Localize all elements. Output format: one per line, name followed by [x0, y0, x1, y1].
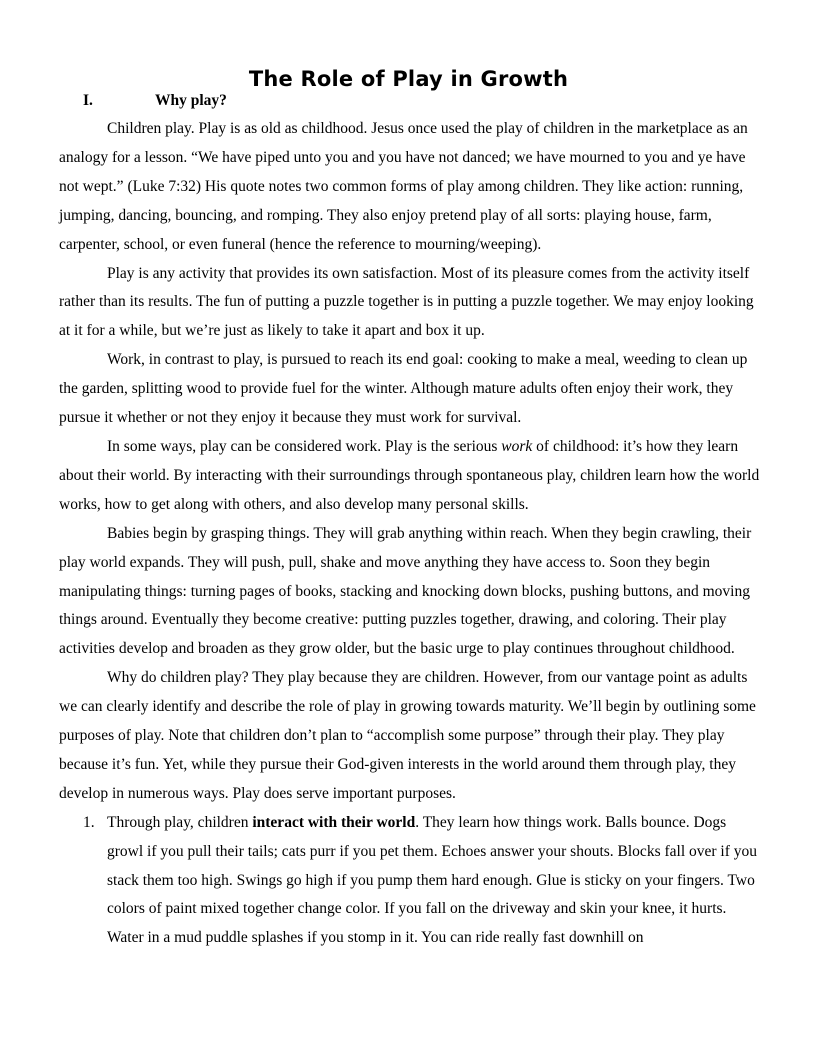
section-heading [83, 91, 227, 111]
section-heading-text: Why play? [155, 92, 227, 109]
section-number: I. [83, 92, 93, 109]
list-item-bold: interact with their world [252, 813, 416, 831]
document-body [59, 115, 761, 953]
list-item [59, 809, 761, 954]
paragraph-5: Babies begin by grasping things. They will grab anything within reach. When they begin crawling, their play world expands. They will push, pull, shake and move anything they have access to. Soon they begin manipulating things: turning pages of books, stacking and knocking down blocks, pushing buttons, and moving things around. Eventually they become creative: putting puzzles together, drawing, and coloring. Their play activities develop and broaden as they grow older, but the basic urge to play continues throughout childhood. [59, 524, 752, 658]
paragraph-6: Why do children play? They play because they are children. However, from our vantage point as adults we can clearly identify and describe the role of play in growing towards maturity. We’ll begin by outlining some purposes of play. Note that children don’t plan to “accomplish some purpose” through their play. They play because it’s fun. Yet, while they pursue their God-given interests in the world around them through play, they develop in numerous ways. Play does serve important purposes. [59, 669, 756, 802]
paragraph-2: Play is any activity that provides its own satisfaction. Most of its pleasure comes from the activity itself rather than its results. The fun of putting a puzzle together is in putting a puzzle together. We may enjoy looking at it for a while, but we’re just as likely to take it apart and box it up. [59, 264, 754, 340]
paragraph-4 [59, 433, 761, 520]
list-item-marker: 1. [83, 813, 95, 831]
purposes-list [59, 809, 761, 954]
paragraph-4-emphasis: work [501, 437, 533, 455]
paragraph-3: Work, in contrast to play, is pursued to reach its end goal: cooking to make a meal, weeding to clean up the garden, splitting wood to provide fuel for the winter. Although mature adults often enjoy their work, they pursue it whether or not they enjoy it because they must work for survival. [59, 351, 748, 427]
page-title: The Role of Play in Growth [248, 67, 569, 91]
paragraph-1: Children play. Play is as old as childhood. Jesus once used the play of children in the marketplace as an analogy for a lesson. “We have piped unto you and you have not danced; we have mourned to you and ye have not wept.” (Luke 7:32) His quote notes two common forms of play among children. They like action: running, jumping, dancing, bouncing, and romping. They also enjoy pretend play of all sorts: playing house, farm, carpenter, school, or even funeral (hence the reference to mourning/weeping). [59, 120, 748, 253]
paragraph-4-before: In some ways, play can be considered work. Play is the serious [107, 437, 502, 455]
list-item-after: . They learn how things work. Balls bounce. Dogs growl if you pull their tails; cats purr if you pet them. Echoes answer your shouts. Blocks fall over if you stack them too high. Swings go high if you pump them hard enough. Glue is sticky on your fingers. Two colors of paint mixed together change color. If you fall on the driveway and skin your knee, it hurts. Water in a mud puddle splashes if you stomp in it. You can ride really fast downhill on [107, 813, 758, 947]
list-item-before: Through play, children [107, 813, 253, 831]
paragraph-4-after: of childhood: it’s how they learn about their world. By interacting with their surroundings through spontaneous play, children learn how the world works, how to get along with others, and also develop many personal skills. [59, 437, 760, 513]
